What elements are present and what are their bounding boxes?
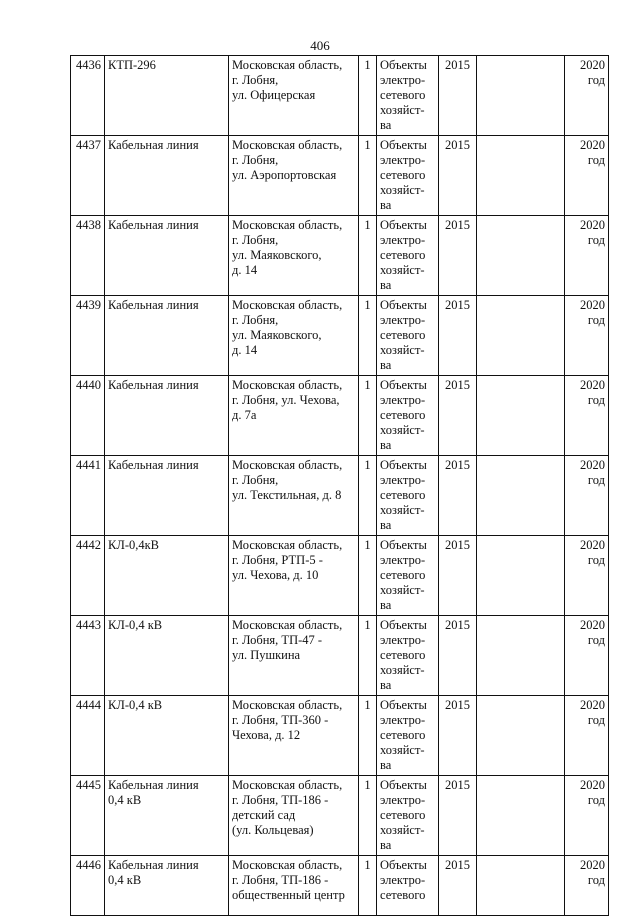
term-line: 2020 (580, 778, 605, 792)
category-cell (377, 696, 439, 776)
year-cell (439, 56, 477, 136)
quantity-text: 1 (364, 58, 371, 72)
object-name-line: Кабельная линия (108, 218, 199, 232)
quantity-cell (359, 696, 377, 776)
address-cell (229, 456, 359, 536)
address-cell (229, 296, 359, 376)
category-line: сетевого (380, 328, 426, 342)
table-row (71, 296, 609, 376)
category-line: ва (380, 118, 392, 132)
row-number-cell (71, 56, 105, 136)
year-text: 2015 (445, 538, 470, 552)
quantity-text: 1 (364, 378, 371, 392)
quantity-cell (359, 376, 377, 456)
term-line: год (587, 553, 605, 567)
year-cell (439, 696, 477, 776)
table-body (71, 56, 609, 916)
category-line: Объекты (380, 378, 427, 392)
address-line: Московская область, (232, 458, 343, 472)
quantity-text: 1 (364, 138, 371, 152)
address-line: Московская область, (232, 58, 343, 72)
address-line: Московская область, (232, 378, 343, 392)
address-line: г. Лобня, ТП-47 - (232, 633, 323, 647)
year-text: 2015 (445, 858, 470, 872)
year-cell (439, 456, 477, 536)
category-cell (377, 56, 439, 136)
term-line: 2020 (580, 698, 605, 712)
object-name-cell (105, 776, 229, 856)
category-line: сетевого (380, 88, 426, 102)
address-cell (229, 56, 359, 136)
address-line: Московская область, (232, 138, 343, 152)
category-line: хозяйст- (380, 743, 425, 757)
empty-cell (477, 56, 565, 136)
category-line: ва (380, 198, 392, 212)
address-line: г. Лобня, ТП-186 - (232, 793, 329, 807)
address-line: г. Лобня, ТП-360 - (232, 713, 329, 727)
object-name-cell (105, 696, 229, 776)
address-line: ул. Маяковского, (232, 248, 322, 262)
category-line: ва (380, 358, 392, 372)
row-number-cell (71, 296, 105, 376)
year-text: 2015 (445, 138, 470, 152)
year-cell (439, 136, 477, 216)
term-cell (565, 616, 609, 696)
table-row (71, 376, 609, 456)
address-cell (229, 696, 359, 776)
quantity-cell (359, 136, 377, 216)
address-line: ул. Аэропортовская (232, 168, 337, 182)
category-line: Объекты (380, 218, 427, 232)
category-line: электро- (380, 153, 426, 167)
category-line: хозяйст- (380, 823, 425, 837)
term-cell (565, 536, 609, 616)
address-line: ул. Текстильная, д. 8 (232, 488, 342, 502)
address-line: Московская область, (232, 858, 343, 872)
term-line: год (587, 233, 605, 247)
quantity-text: 1 (364, 298, 371, 312)
year-cell (439, 536, 477, 616)
category-cell (377, 376, 439, 456)
term-line: год (587, 633, 605, 647)
category-cell (377, 776, 439, 856)
row-number-text: 4441 (76, 458, 101, 472)
empty-cell (477, 216, 565, 296)
quantity-cell (359, 616, 377, 696)
address-line: детский сад (232, 808, 296, 822)
year-text: 2015 (445, 218, 470, 232)
row-number-text: 4439 (76, 298, 101, 312)
term-line: 2020 (580, 538, 605, 552)
object-name-line: КЛ-0,4 кВ (108, 698, 163, 712)
category-cell (377, 616, 439, 696)
row-number-cell (71, 776, 105, 856)
category-line: Объекты (380, 778, 427, 792)
term-line: год (587, 713, 605, 727)
row-number-text: 4444 (76, 698, 101, 712)
category-cell (377, 456, 439, 536)
category-cell (377, 136, 439, 216)
term-cell (565, 456, 609, 536)
row-number-text: 4436 (76, 58, 101, 72)
category-cell (377, 216, 439, 296)
row-number-cell (71, 136, 105, 216)
row-number-cell (71, 696, 105, 776)
address-cell (229, 376, 359, 456)
row-number-text: 4442 (76, 538, 101, 552)
term-line: год (587, 393, 605, 407)
category-line: электро- (380, 633, 426, 647)
address-line: ул. Офицерская (232, 88, 316, 102)
year-cell (439, 856, 477, 916)
term-line: год (587, 73, 605, 87)
category-line: хозяйст- (380, 583, 425, 597)
category-line: ва (380, 838, 392, 852)
category-cell (377, 856, 439, 916)
row-number-cell (71, 856, 105, 916)
address-line: д. 14 (232, 343, 258, 357)
address-line: г. Лобня, (232, 153, 279, 167)
address-line: ул. Маяковского, (232, 328, 322, 342)
quantity-text: 1 (364, 778, 371, 792)
empty-cell (477, 856, 565, 916)
address-line: д. 7а (232, 408, 257, 422)
category-line: сетевого (380, 488, 426, 502)
category-line: ва (380, 758, 392, 772)
table-row (71, 136, 609, 216)
year-cell (439, 616, 477, 696)
object-name-line: Кабельная линия (108, 858, 199, 872)
term-line: год (587, 793, 605, 807)
year-cell (439, 216, 477, 296)
term-cell (565, 856, 609, 916)
address-line: Московская область, (232, 778, 343, 792)
property-register-table (70, 55, 609, 916)
category-line: хозяйст- (380, 503, 425, 517)
object-name-line: Кабельная линия (108, 458, 199, 472)
year-text: 2015 (445, 298, 470, 312)
object-name-cell (105, 536, 229, 616)
object-name-line: КЛ-0,4кВ (108, 538, 160, 552)
row-number-text: 4437 (76, 138, 101, 152)
address-line: Московская область, (232, 538, 343, 552)
term-cell (565, 696, 609, 776)
term-cell (565, 216, 609, 296)
term-line: 2020 (580, 58, 605, 72)
category-line: хозяйст- (380, 343, 425, 357)
object-name-cell (105, 216, 229, 296)
category-line: электро- (380, 233, 426, 247)
category-line: электро- (380, 393, 426, 407)
term-line: 2020 (580, 458, 605, 472)
category-line: электро- (380, 73, 426, 87)
quantity-text: 1 (364, 458, 371, 472)
object-name-cell (105, 296, 229, 376)
term-cell (565, 136, 609, 216)
table-row (71, 536, 609, 616)
object-name-cell (105, 56, 229, 136)
category-line: ва (380, 438, 392, 452)
term-line: 2020 (580, 138, 605, 152)
table-row (71, 696, 609, 776)
term-line: год (587, 873, 605, 887)
table-row (71, 56, 609, 136)
category-line: сетевого (380, 888, 426, 902)
category-line: ва (380, 678, 392, 692)
category-line: сетевого (380, 168, 426, 182)
category-line: ва (380, 518, 392, 532)
row-number-cell (71, 536, 105, 616)
term-line: 2020 (580, 378, 605, 392)
quantity-cell (359, 536, 377, 616)
category-line: Объекты (380, 698, 427, 712)
quantity-cell (359, 296, 377, 376)
address-line: д. 14 (232, 263, 258, 277)
address-line: г. Лобня, (232, 473, 279, 487)
row-number-cell (71, 376, 105, 456)
address-cell (229, 216, 359, 296)
category-line: хозяйст- (380, 263, 425, 277)
category-line: сетевого (380, 808, 426, 822)
object-name-line: Кабельная линия (108, 138, 199, 152)
category-line: ва (380, 278, 392, 292)
year-text: 2015 (445, 618, 470, 632)
category-cell (377, 296, 439, 376)
category-line: сетевого (380, 568, 426, 582)
category-line: электро- (380, 713, 426, 727)
category-line: электро- (380, 473, 426, 487)
object-name-line: Кабельная линия (108, 378, 199, 392)
quantity-text: 1 (364, 698, 371, 712)
address-line: г. Лобня, ул. Чехова, (232, 393, 340, 407)
category-line: сетевого (380, 248, 426, 262)
category-line: сетевого (380, 648, 426, 662)
empty-cell (477, 536, 565, 616)
term-line: 2020 (580, 298, 605, 312)
category-line: Объекты (380, 538, 427, 552)
address-line: ул. Чехова, д. 10 (232, 568, 319, 582)
category-line: Объекты (380, 858, 427, 872)
address-line: (ул. Кольцевая) (232, 823, 314, 837)
term-cell (565, 376, 609, 456)
empty-cell (477, 776, 565, 856)
category-line: электро- (380, 313, 426, 327)
empty-cell (477, 616, 565, 696)
table-row (71, 776, 609, 856)
term-line: 2020 (580, 858, 605, 872)
object-name-line: КЛ-0,4 кВ (108, 618, 163, 632)
year-text: 2015 (445, 378, 470, 392)
page-number: 406 (310, 38, 330, 53)
address-line: Московская область, (232, 698, 343, 712)
address-line: ул. Пушкина (232, 648, 301, 662)
category-line: хозяйст- (380, 423, 425, 437)
address-cell (229, 776, 359, 856)
object-name-line: 0,4 кВ (108, 793, 142, 807)
address-line: г. Лобня, РТП-5 - (232, 553, 323, 567)
object-name-line: Кабельная линия (108, 298, 199, 312)
category-line: хозяйст- (380, 103, 425, 117)
term-line: год (587, 153, 605, 167)
year-cell (439, 376, 477, 456)
row-number-cell (71, 456, 105, 536)
quantity-text: 1 (364, 618, 371, 632)
object-name-cell (105, 616, 229, 696)
row-number-cell (71, 216, 105, 296)
quantity-cell (359, 456, 377, 536)
category-line: Объекты (380, 138, 427, 152)
category-line: ва (380, 598, 392, 612)
object-name-line: 0,4 кВ (108, 873, 142, 887)
address-cell (229, 856, 359, 916)
object-name-line: Кабельная линия (108, 778, 199, 792)
quantity-cell (359, 56, 377, 136)
object-name-line: КТП-296 (108, 58, 156, 72)
address-line: г. Лобня, ТП-186 - (232, 873, 329, 887)
category-line: электро- (380, 873, 426, 887)
object-name-cell (105, 456, 229, 536)
row-number-text: 4445 (76, 778, 101, 792)
term-line: год (587, 473, 605, 487)
row-number-text: 4438 (76, 218, 101, 232)
category-line: Объекты (380, 298, 427, 312)
empty-cell (477, 696, 565, 776)
term-line: 2020 (580, 218, 605, 232)
category-line: хозяйст- (380, 663, 425, 677)
category-line: Объекты (380, 58, 427, 72)
empty-cell (477, 296, 565, 376)
year-cell (439, 296, 477, 376)
category-line: сетевого (380, 728, 426, 742)
empty-cell (477, 456, 565, 536)
row-number-cell (71, 616, 105, 696)
table-row (71, 616, 609, 696)
row-number-text: 4446 (76, 858, 101, 872)
quantity-cell (359, 856, 377, 916)
table-row (71, 856, 609, 916)
object-name-cell (105, 856, 229, 916)
address-line: Чехова, д. 12 (232, 728, 301, 742)
term-cell (565, 776, 609, 856)
quantity-text: 1 (364, 858, 371, 872)
empty-cell (477, 376, 565, 456)
year-text: 2015 (445, 58, 470, 72)
address-cell (229, 536, 359, 616)
term-line: 2020 (580, 618, 605, 632)
row-number-text: 4443 (76, 618, 101, 632)
category-line: электро- (380, 553, 426, 567)
term-cell (565, 56, 609, 136)
row-number-text: 4440 (76, 378, 101, 392)
address-line: г. Лобня, (232, 233, 279, 247)
category-cell (377, 536, 439, 616)
year-text: 2015 (445, 698, 470, 712)
quantity-cell (359, 216, 377, 296)
category-line: электро- (380, 793, 426, 807)
term-line: год (587, 313, 605, 327)
category-line: Объекты (380, 618, 427, 632)
table-row (71, 456, 609, 536)
year-text: 2015 (445, 778, 470, 792)
category-line: Объекты (380, 458, 427, 472)
address-cell (229, 616, 359, 696)
address-line: Московская область, (232, 618, 343, 632)
object-name-cell (105, 136, 229, 216)
address-line: общественный центр (232, 888, 345, 902)
address-line: г. Лобня, (232, 313, 279, 327)
year-cell (439, 776, 477, 856)
address-cell (229, 136, 359, 216)
term-cell (565, 296, 609, 376)
category-line: сетевого (380, 408, 426, 422)
address-line: Московская область, (232, 298, 343, 312)
year-text: 2015 (445, 458, 470, 472)
quantity-text: 1 (364, 538, 371, 552)
quantity-cell (359, 776, 377, 856)
object-name-cell (105, 376, 229, 456)
category-line: хозяйст- (380, 183, 425, 197)
address-line: Московская область, (232, 218, 343, 232)
address-line: г. Лобня, (232, 73, 279, 87)
quantity-text: 1 (364, 218, 371, 232)
table-row (71, 216, 609, 296)
empty-cell (477, 136, 565, 216)
